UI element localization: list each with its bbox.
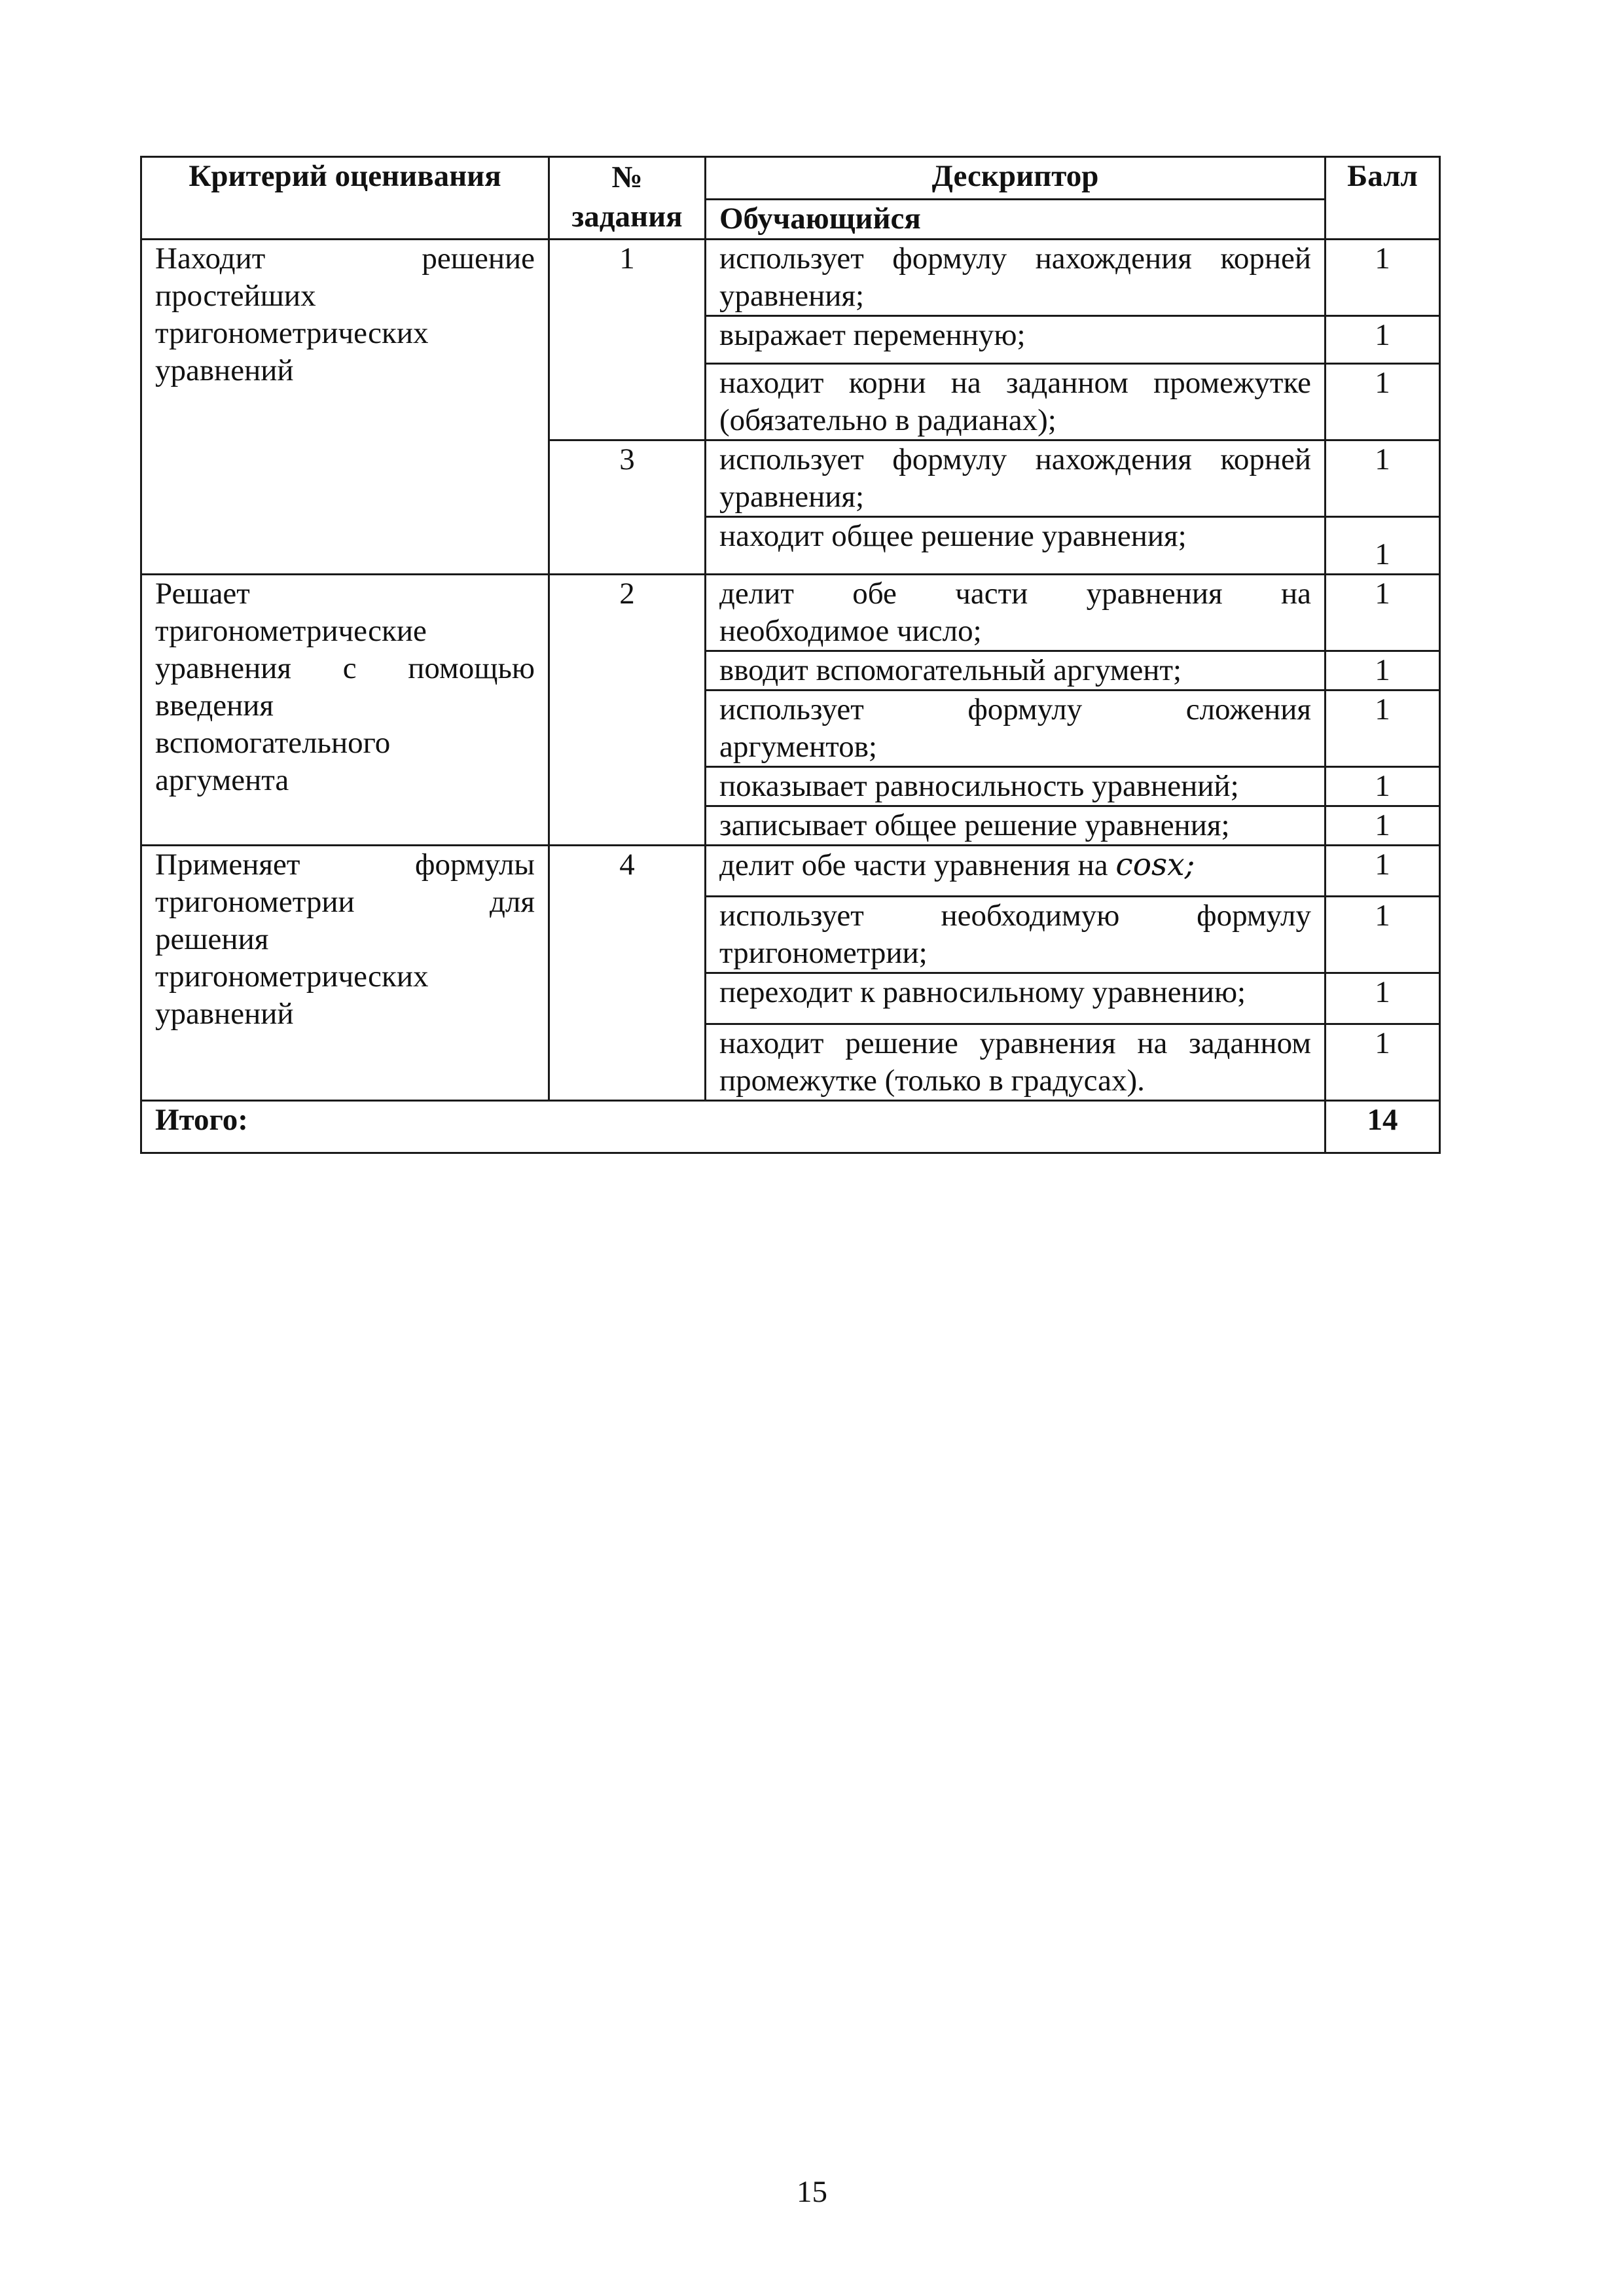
descriptor-cell — [706, 767, 1326, 806]
task-number: 4 — [549, 846, 706, 1101]
descriptor-line: уравнения; — [719, 279, 865, 313]
task-number: 3 — [549, 440, 706, 575]
descriptor-line: уравнения; — [719, 480, 865, 514]
criterion-line: Находит решение — [155, 242, 535, 276]
descriptor-line: использует формулу нахождения корней — [719, 242, 1311, 276]
total-label: Итого: — [141, 1101, 1326, 1153]
score-cell: 1 — [1326, 1024, 1440, 1101]
descriptor-line: переходит к равносильному уравнению; — [719, 975, 1246, 1009]
descriptor-line: находит общее решение уравнения; — [719, 519, 1187, 553]
descriptor-line: выражает переменную; — [719, 318, 1026, 352]
descriptor-line: аргументов; — [719, 730, 877, 764]
descriptor-cell — [706, 806, 1326, 846]
score-cell: 1 — [1326, 440, 1440, 517]
task-number: 2 — [549, 575, 706, 846]
criterion-line: уравнения с помощью — [155, 651, 535, 685]
criterion-line: Применяет формулы — [155, 848, 535, 882]
score-cell: 1 — [1326, 651, 1440, 691]
score-cell: 1 — [1326, 517, 1440, 575]
criterion-line: Решает — [155, 577, 250, 611]
criterion-cell — [141, 240, 549, 575]
header-descriptor: Дескриптор — [706, 157, 1326, 200]
total-score: 14 — [1326, 1101, 1440, 1153]
descriptor-line: вводит вспомогательный аргумент; — [719, 653, 1182, 687]
descriptor-line: использует необходимую формулу — [719, 899, 1311, 933]
descriptor-line: использует формулу сложения — [719, 692, 1311, 726]
score-cell: 1 — [1326, 806, 1440, 846]
score-cell: 1 — [1326, 767, 1440, 806]
descriptor-cell — [706, 846, 1326, 897]
descriptor-line: тригонометрии; — [719, 936, 928, 970]
math-expression: cosx; — [1115, 847, 1195, 883]
score-cell: 1 — [1326, 364, 1440, 440]
criterion-line: тригонометрических — [155, 960, 429, 994]
descriptor-cell — [706, 1024, 1326, 1101]
header-task-number — [549, 157, 706, 240]
score-cell: 1 — [1326, 846, 1440, 897]
score-cell: 1 — [1326, 691, 1440, 767]
descriptor-cell — [706, 316, 1326, 364]
score-cell: 1 — [1326, 240, 1440, 316]
header-score: Балл — [1326, 157, 1440, 240]
descriptor-line: (обязательно в радианах); — [719, 403, 1056, 437]
descriptor-line: записывает общее решение уравнения; — [719, 808, 1230, 842]
score-cell: 1 — [1326, 316, 1440, 364]
assessment-rubric-table — [140, 156, 1441, 1154]
descriptor-cell — [706, 440, 1326, 517]
criterion-line: решения — [155, 922, 269, 956]
criterion-line: аргумента — [155, 763, 289, 797]
descriptor-line: использует формулу нахождения корней — [719, 442, 1311, 476]
descriptor-cell — [706, 575, 1326, 651]
descriptor-text: делит обе части уравнения на — [719, 848, 1108, 882]
header-criterion: Критерий оценивания — [141, 157, 549, 240]
descriptor-line: необходимое число; — [719, 614, 982, 648]
score-cell: 1 — [1326, 973, 1440, 1024]
criterion-line: введения — [155, 689, 274, 723]
score-cell: 1 — [1326, 897, 1440, 973]
header-task-number-line1: № — [611, 160, 643, 194]
criterion-line: тригонометрических — [155, 316, 429, 350]
criterion-line: уравнений — [155, 353, 294, 387]
descriptor-cell — [706, 973, 1326, 1024]
descriptor-line: промежутке (только в градусах). — [719, 1064, 1145, 1098]
descriptor-cell — [706, 240, 1326, 316]
criterion-line: простейших — [155, 279, 316, 313]
criterion-line: уравнений — [155, 997, 294, 1031]
criterion-line: вспомогательного — [155, 726, 391, 760]
criterion-cell — [141, 575, 549, 846]
descriptor-cell — [706, 651, 1326, 691]
task-number: 1 — [549, 240, 706, 440]
descriptor-line: находит корни на заданном промежутке — [719, 366, 1311, 400]
page-number: 15 — [797, 2175, 827, 2209]
descriptor-cell — [706, 897, 1326, 973]
criterion-cell — [141, 846, 549, 1101]
score-cell: 1 — [1326, 575, 1440, 651]
descriptor-line: делит обе части уравнения на — [719, 577, 1311, 611]
criterion-line: тригонометрические — [155, 614, 427, 648]
descriptor-line: находит решение уравнения на заданном — [719, 1026, 1311, 1060]
descriptor-cell — [706, 691, 1326, 767]
descriptor-line: показывает равносильность уравнений; — [719, 769, 1239, 803]
descriptor-line — [719, 846, 1311, 884]
descriptor-cell — [706, 517, 1326, 575]
criterion-line: тригонометрии для — [155, 885, 535, 919]
header-task-number-line2: задания — [571, 200, 683, 234]
header-learner: Обучающийся — [706, 200, 1326, 240]
descriptor-cell — [706, 364, 1326, 440]
